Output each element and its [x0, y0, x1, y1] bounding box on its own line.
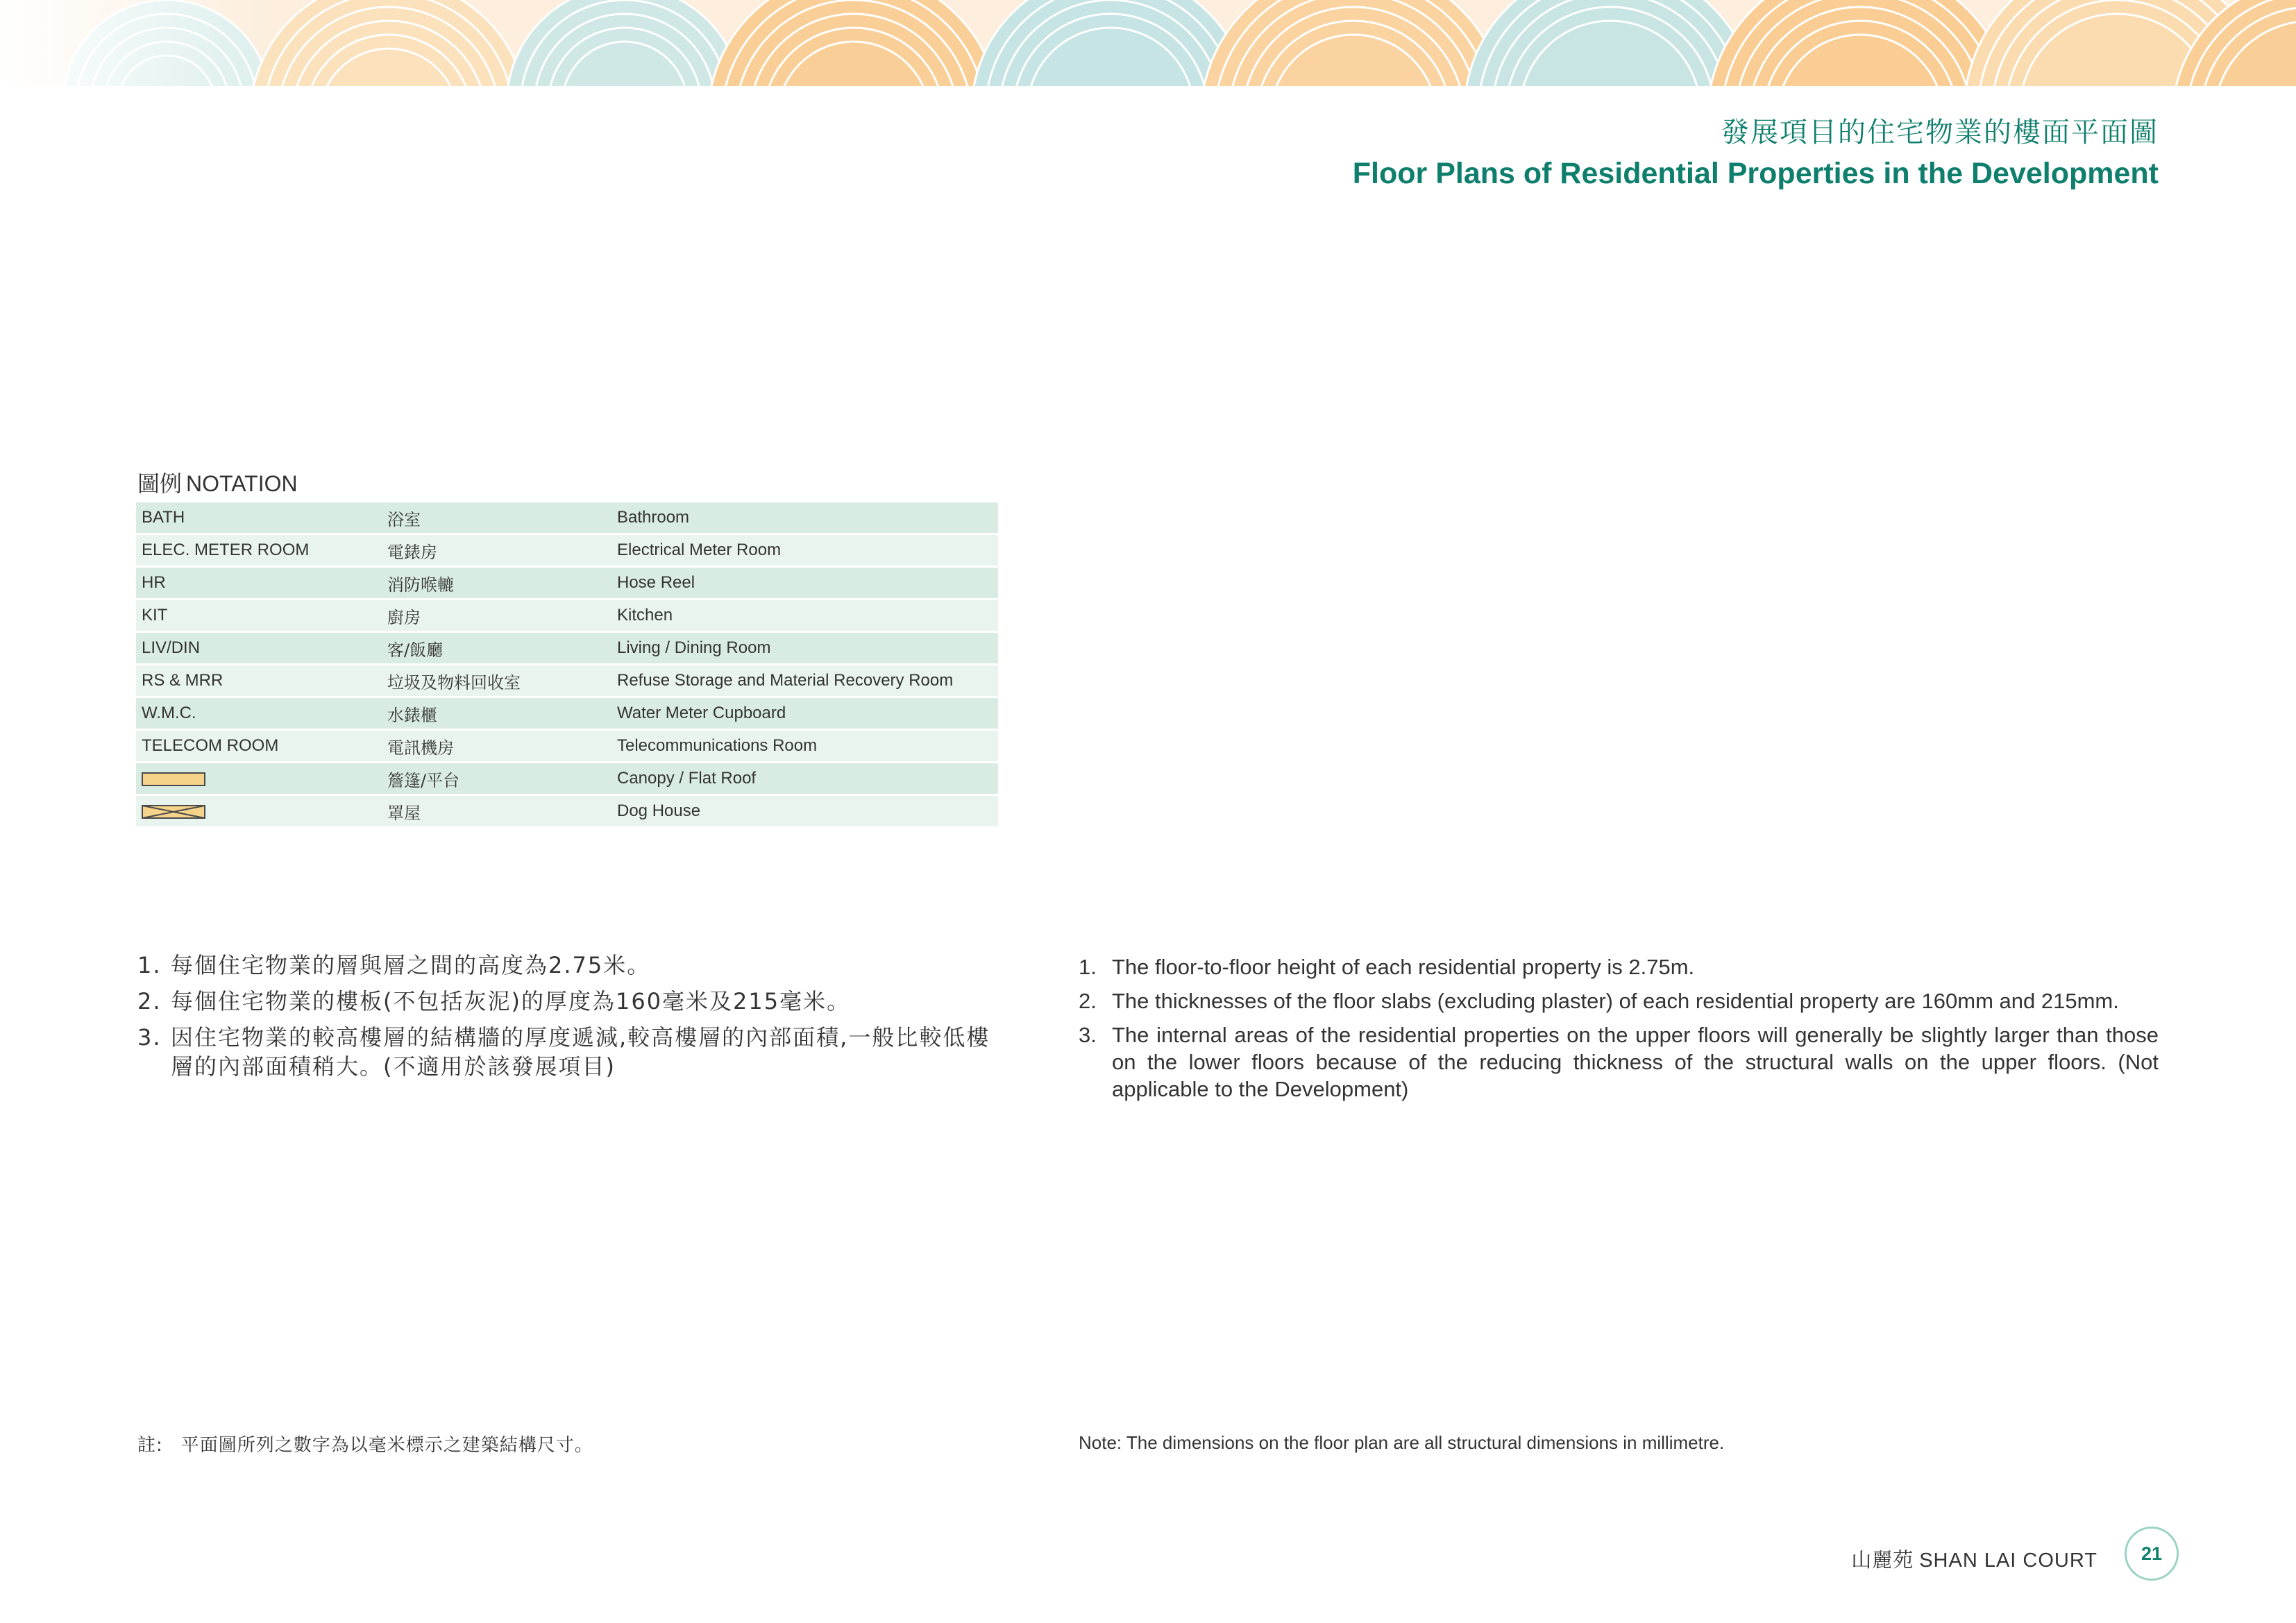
page-number-badge: 21: [2125, 1527, 2179, 1581]
notation-english: Electrical Meter Room: [611, 535, 998, 566]
notation-symbol-cell: [136, 763, 382, 794]
notation-symbol-cell: [136, 796, 382, 826]
note-text: 每個住宅物業的樓板(不包括灰泥)的厚度為160毫米及215毫米。: [171, 988, 851, 1014]
notation-row: [136, 633, 998, 663]
note-number: 3.: [137, 1024, 162, 1051]
notation-english: Kitchen: [611, 600, 998, 631]
note-text: 因住宅物業的較高樓層的結構牆的厚度遞減,較高樓層的內部面積,一般比較低樓層的內部面積稍大。(不適用於該發展項目): [171, 1024, 990, 1080]
footnote-label: 註:: [137, 1435, 163, 1456]
notation-abbr: W.M.C.: [136, 698, 382, 729]
brand-chinese: 山麗苑: [1851, 1548, 1914, 1572]
heading-chinese: 發展項目的住宅物業的樓面平面圖: [1721, 117, 2159, 148]
page-heading: [1353, 112, 2159, 194]
notation-row: [136, 600, 998, 631]
notation-abbr: KIT: [136, 600, 382, 631]
notation-chinese: 電訊機房: [382, 731, 611, 761]
note-text: The internal areas of the residential properties on the upper floors will generally be slightly larger than those on the lower floors because of the reducing thickness of the structural walls on the upper floors. (Not applicable to the Development): [1112, 1023, 2159, 1101]
notation-chinese: 垃圾及物料回收室: [382, 665, 611, 696]
note-number: 3.: [1079, 1023, 1097, 1047]
notation-row: [136, 763, 998, 794]
footer-brand: [1851, 1545, 2097, 1573]
notation-chinese: 電錶房: [382, 535, 611, 566]
notation-title-english: NOTATION: [186, 471, 298, 496]
notation-chinese: 簷篷/平台: [382, 763, 611, 794]
notation-english: Canopy / Flat Roof: [611, 763, 998, 794]
notation-chinese: 客/飯廳: [382, 633, 611, 663]
notation-english: Hose Reel: [611, 568, 998, 598]
notation-english: Refuse Storage and Material Recovery Room: [611, 665, 998, 696]
notation-row: [136, 568, 998, 598]
footnote-english: Note: The dimensions on the floor plan are all structural dimensions in millimetre.: [1079, 1432, 1725, 1453]
footnote-chinese: [137, 1431, 593, 1456]
notes-english: [1079, 953, 2159, 1110]
note-text: The floor-to-floor height of each residential property is 2.75m.: [1112, 955, 1695, 979]
dog-house-swatch-icon: [142, 805, 205, 819]
notation-abbr: LIV/DIN: [136, 633, 382, 663]
notation-row: [136, 698, 998, 729]
notation-row: [136, 796, 998, 826]
footnote-text: 平面圖所列之數字為以毫米標示之建築結構尺寸。: [180, 1435, 593, 1456]
note-item: [1079, 1021, 2159, 1103]
brand-english: SHAN LAI COURT: [1919, 1549, 2097, 1572]
notation-abbr: BATH: [136, 502, 382, 533]
notation-abbr: ELEC. METER ROOM: [136, 535, 382, 566]
notation-chinese: 廚房: [382, 600, 611, 631]
notation-row: [136, 731, 998, 761]
note-number: 1.: [137, 952, 162, 978]
notes-chinese: [137, 951, 999, 1088]
notation-title: [137, 466, 298, 498]
notation-table: [136, 500, 998, 829]
notation-abbr: HR: [136, 568, 382, 598]
notation-english: Water Meter Cupboard: [611, 698, 998, 729]
notation-english: Dog House: [611, 796, 998, 826]
notation-english: Telecommunications Room: [611, 731, 998, 761]
notation-chinese: 浴室: [382, 502, 611, 533]
notation-row: [136, 665, 998, 696]
notation-chinese: 罩屋: [382, 796, 611, 826]
notation-row: [136, 535, 998, 566]
note-text: The thicknesses of the floor slabs (excluding plaster) of each residential property are 160mm and 215mm.: [1112, 989, 2119, 1013]
notation-row: [136, 502, 998, 533]
notation-abbr: RS & MRR: [136, 665, 382, 696]
notation-abbr: TELECOM ROOM: [136, 731, 382, 761]
note-number: 2.: [137, 988, 162, 1014]
note-item: [137, 987, 999, 1016]
note-number: 1.: [1079, 955, 1097, 979]
note-item: [1079, 987, 2159, 1014]
note-number: 2.: [1079, 989, 1097, 1013]
notation-chinese: 消防喉轆: [382, 568, 611, 598]
notation-chinese: 水錶櫃: [382, 698, 611, 729]
canopy-swatch-icon: [142, 772, 205, 786]
decorative-wave-banner: [0, 0, 2296, 86]
note-item: [1079, 953, 2159, 980]
heading-english: Floor Plans of Residential Properties in the Development: [1352, 157, 2159, 190]
note-text: 每個住宅物業的層與層之間的高度為2.75米。: [171, 952, 651, 978]
notation-english: Bathroom: [611, 502, 998, 533]
note-item: [137, 951, 999, 980]
notation-english: Living / Dining Room: [611, 633, 998, 663]
note-item: [137, 1023, 999, 1081]
notation-title-chinese: 圖例: [137, 470, 183, 497]
